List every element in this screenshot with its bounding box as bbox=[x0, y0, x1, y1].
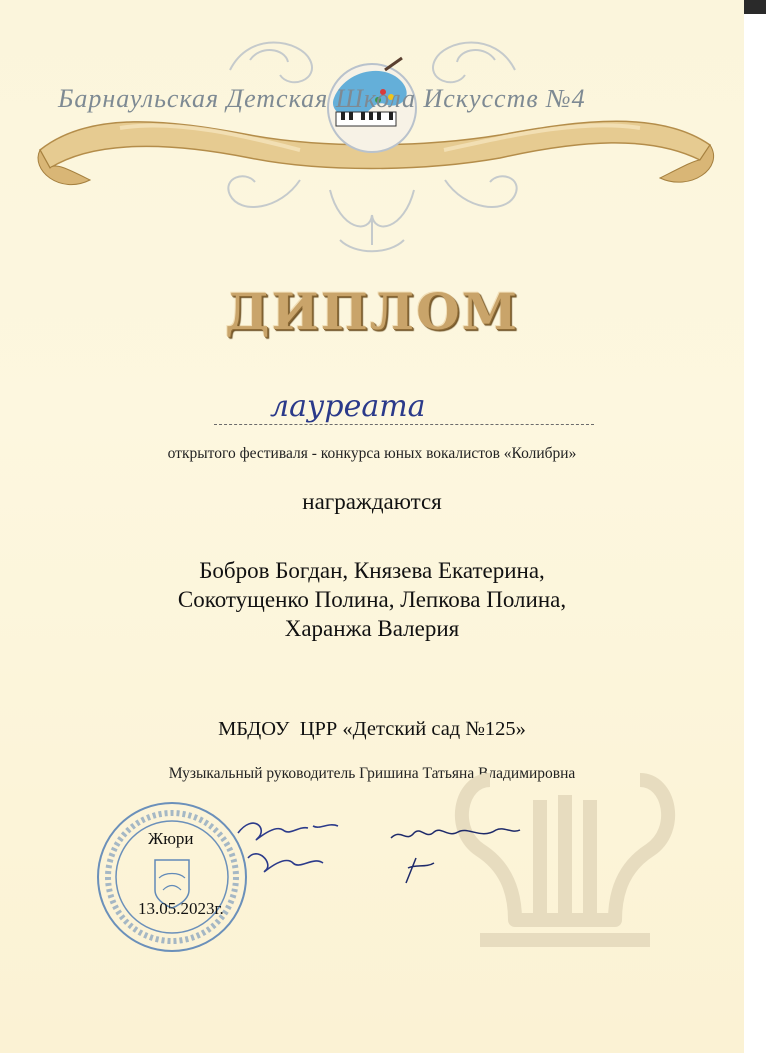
school-name: Барнаульская Детская Школа Искусств №4 bbox=[58, 84, 586, 113]
recipient-line: Харанжа Валерия bbox=[284, 616, 460, 641]
scan-margin bbox=[744, 0, 766, 1053]
jury-signature-2-icon bbox=[386, 818, 526, 888]
diploma-title: ДИПЛОМ bbox=[224, 282, 520, 341]
event-description: открытого фестиваля - конкурса юных вокалистов «Колибри» bbox=[167, 445, 577, 462]
recipients-list bbox=[0, 556, 744, 643]
recipient-line: Бобров Богдан, Князева Екатерина, bbox=[199, 558, 545, 583]
handwritten-degree: лауреата bbox=[270, 389, 426, 424]
issue-date: 13.05.2023г. bbox=[138, 899, 224, 918]
organization-name: МБДОУ ЦРР «Детский сад №125» bbox=[218, 718, 526, 740]
jury-signature-1-icon bbox=[228, 808, 348, 888]
music-director: Музыкальный руководитель Гришина Татьяна Владимировна bbox=[168, 765, 576, 782]
header-ornament bbox=[0, 0, 744, 290]
jury-label: Жюри bbox=[148, 829, 194, 848]
scan-corner bbox=[744, 0, 766, 14]
awarded-heading: награждаются bbox=[302, 489, 442, 514]
recipient-line: Сокотущенко Полина, Лепкова Полина, bbox=[177, 587, 567, 612]
